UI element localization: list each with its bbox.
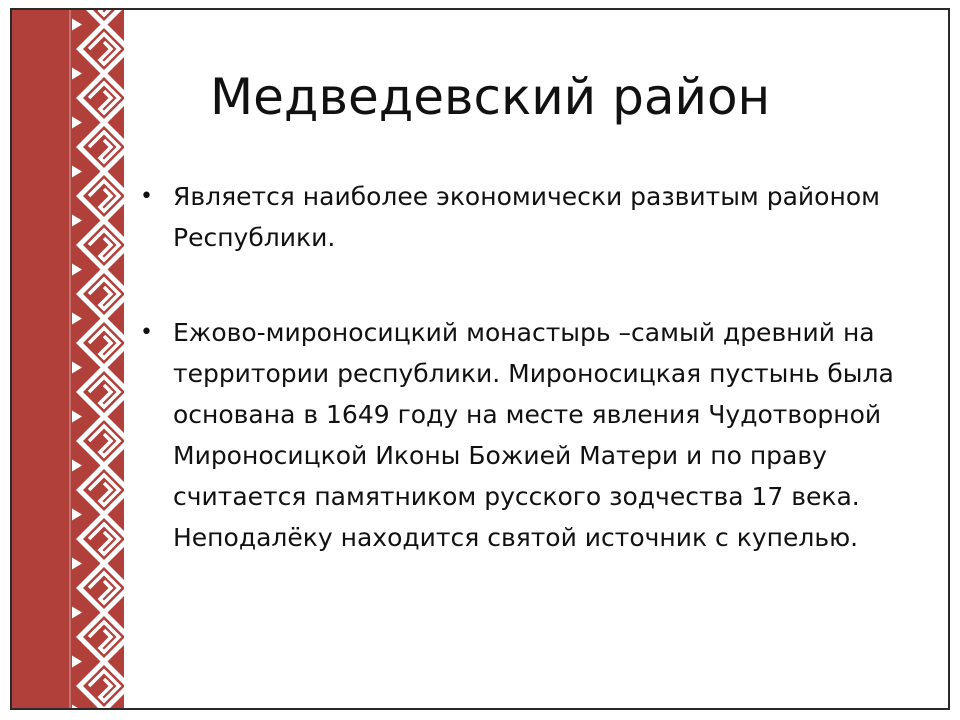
diamond-ornament-border-icon (12, 10, 128, 708)
bullet-text: Является наиболее экономически развитым районом Республики. (173, 182, 880, 252)
bullet-item-monastery (140, 312, 910, 558)
slide-title: Медведевский район (210, 68, 771, 126)
bullet-text: Ежово-мироносицкий монастырь –самый древний на территории республики. Мироносицкая пустынь была основана в 1649 году на месте явления Чудотворной Мироносицкой Иконы Божией Матери и по праву считается памятником русского зодчества 17 века. Неподалёку находится святой источник с купелью. (173, 318, 894, 552)
bullet-marker: • (140, 184, 153, 209)
bullet-item-economy (140, 176, 910, 258)
bullet-list (140, 176, 910, 612)
bullet-marker: • (140, 320, 153, 345)
